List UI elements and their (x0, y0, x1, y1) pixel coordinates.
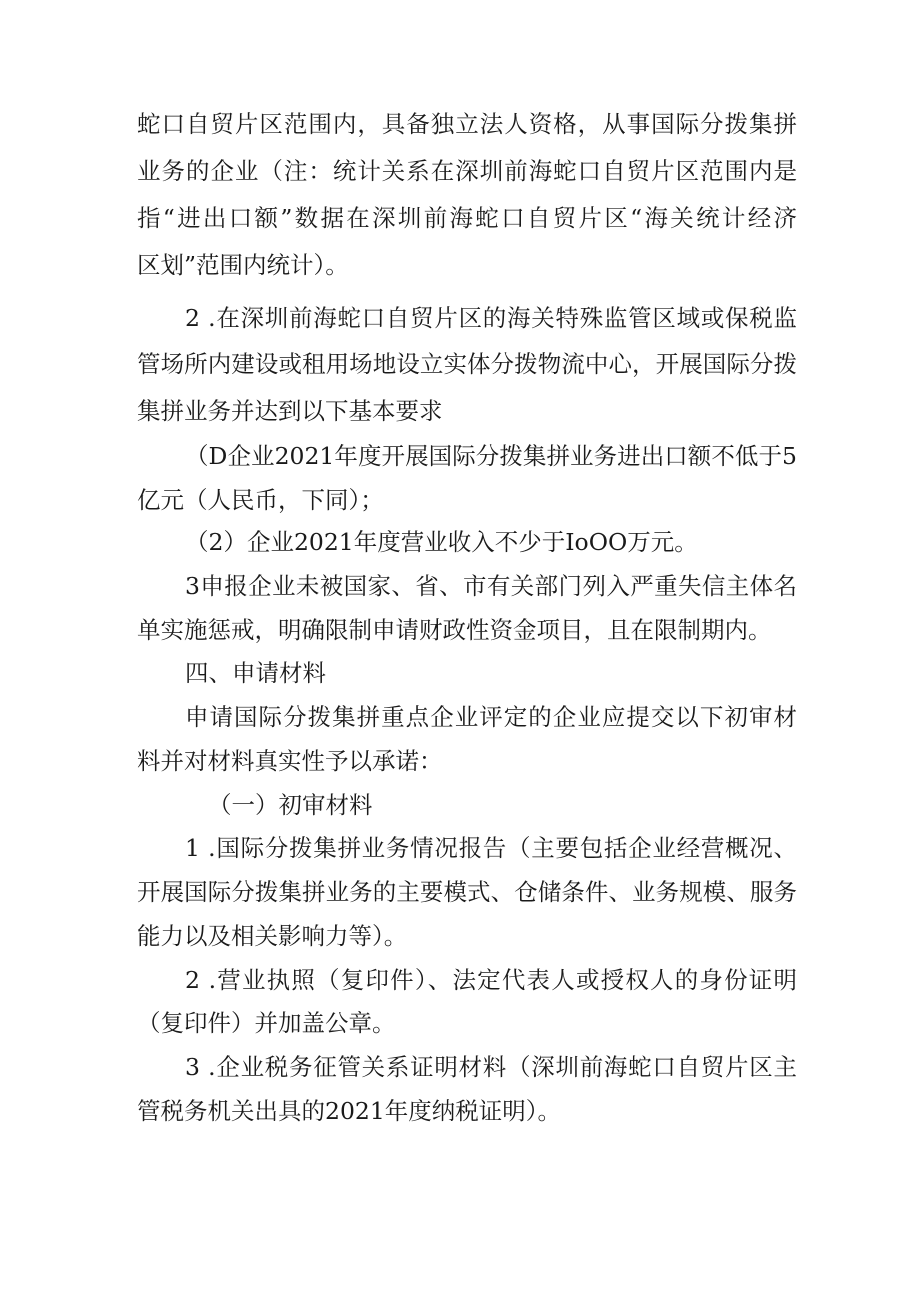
text-line: 2 .营业执照（复印件）、法定代表人或授权人的身份证明 (185, 966, 797, 994)
text-line: （复印件）并加盖公章。 (137, 1009, 396, 1037)
text-line: 3 .企业税务征管关系证明材料（深圳前海蛇口自贸片区主 (185, 1053, 797, 1081)
text-line: 2 .在深圳前海蛇口自贸片区的海关特殊监管区域或保税监 (185, 304, 797, 332)
text-line: 单实施惩戒，明确限制申请财政性资金项目，且在限制期内。 (137, 616, 772, 644)
text-line: 料并对材料真实性予以承诺： (137, 747, 443, 775)
text-line: 管场所内建设或租用场地设立实体分拨物流中心，开展国际分拨 (137, 350, 797, 378)
text-line: 集拼业务并达到以下基本要求 (137, 397, 443, 425)
text-line: 指“进出口额”数据在深圳前海蛇口自贸片区“海关统计经济 (137, 204, 797, 232)
text-line: 申请国际分拨集拼重点企业评定的企业应提交以下初审材 (185, 703, 797, 731)
text-line: （2）企业2021年度营业收入不少于IoOO万元。 (185, 528, 698, 556)
text-line: 蛇口自贸片区范围内，具备独立法人资格，从事国际分拨集拼 (137, 110, 797, 138)
text-line: 亿元（人民币，下同）； (137, 486, 384, 514)
section-heading: 四、申请材料 (185, 659, 326, 687)
text-line: 管税务机关出具的2021年度纳税证明）。 (137, 1097, 562, 1125)
text-line: 3申报企业未被国家、省、市有关部门列入严重失信主体名 (185, 572, 797, 600)
subsection-heading: （一）初审材料 (208, 791, 373, 819)
text-line: （D企业2021年度开展国际分拨集拼业务进出口额不低于5 (185, 442, 797, 470)
text-line: 区划”范围内统计）。 (137, 251, 349, 279)
text-line: 业务的企业（注：统计关系在深圳前海蛇口自贸片区范围内是 (137, 157, 797, 185)
text-line: 开展国际分拨集拼业务的主要模式、仓储条件、业务规模、服务 (137, 878, 797, 906)
text-line: 1 .国际分拨集拼业务情况报告（主要包括企业经营概况、 (185, 834, 797, 862)
text-line: 能力以及相关影响力等）。 (137, 922, 408, 950)
